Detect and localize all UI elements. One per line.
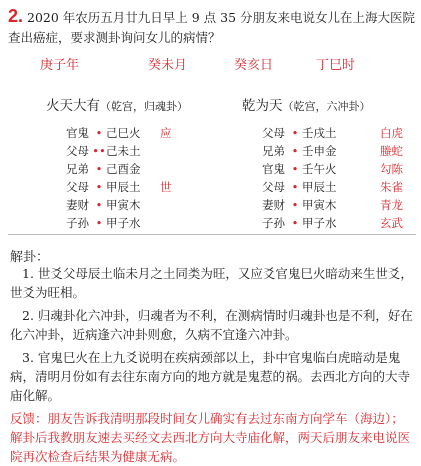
- left-hexagram-title: 火天大有: [46, 98, 100, 114]
- right-line: [262, 142, 412, 160]
- left-line: [66, 142, 206, 160]
- line-relation: 父母: [262, 126, 285, 140]
- left-line: [66, 160, 206, 178]
- interpretation-paragraph-2: 2. 归魂卦化六冲卦，归魂者为不利，在测病情时归魂卦也是不利，好在化六冲卦，近病逢六冲卦则愈，久病不宜逢六冲卦。: [10, 308, 413, 342]
- line-branch: 甲子水: [302, 216, 337, 230]
- left-line: [66, 124, 206, 142]
- line-branch: 壬申金: [302, 144, 337, 158]
- yao-marker: •: [95, 216, 103, 230]
- line-branch: 甲辰土: [106, 180, 141, 194]
- six-beast: 青龙: [380, 198, 403, 212]
- left-hexagram-name: [46, 94, 188, 114]
- line-relation: 父母: [66, 180, 89, 194]
- yao-marker: •: [291, 144, 299, 158]
- left-line: [66, 178, 206, 196]
- interpretation-title: 解卦：: [10, 250, 50, 265]
- right-line: [262, 124, 412, 142]
- six-beast: 朱雀: [380, 180, 403, 194]
- yao-marker: •: [95, 126, 103, 140]
- yao-marker: •: [95, 162, 103, 176]
- line-branch: 甲寅木: [106, 198, 141, 212]
- line-relation: 妻财: [262, 198, 285, 212]
- right-hexagram-sub: （乾宫，六冲卦）: [282, 100, 371, 113]
- left-hexagram-lines: [66, 124, 206, 232]
- question-number: 2.: [8, 6, 24, 26]
- four-pillars: [0, 54, 421, 74]
- line-branch: 己巳火: [106, 126, 141, 140]
- line-relation: 子孙: [66, 216, 89, 230]
- yao-marker: •: [95, 198, 103, 212]
- right-line: [262, 160, 412, 178]
- yao-marker: •: [291, 180, 299, 194]
- left-hexagram-sub: （乾宫，归魂卦）: [100, 100, 188, 113]
- right-line: [262, 214, 412, 232]
- line-relation: 妻财: [66, 198, 89, 212]
- pillar-day: 癸亥日: [234, 58, 274, 73]
- line-branch: 甲子水: [106, 216, 141, 230]
- line-branch: 壬午火: [302, 162, 337, 176]
- six-beast: 白虎: [380, 126, 403, 140]
- interpretation-paragraph-1: 1. 世爻父母辰土临未月之土同类为旺，又应爻官鬼巳火暗动来生世爻，世爻为旺相。: [10, 266, 413, 300]
- line-relation: 父母: [66, 144, 89, 158]
- line-relation: 兄弟: [66, 162, 89, 176]
- pillar-hour: 丁巳时: [316, 58, 356, 73]
- right-line: [262, 196, 412, 214]
- yao-marker: •: [291, 216, 299, 230]
- pillar-year: 庚子年: [40, 58, 80, 73]
- right-hexagram-title: 乾为天: [242, 98, 283, 114]
- interpretation-paragraph-3: 3. 官鬼巳火在上九爻说明在疾病颈部以上，卦中官鬼临白虎暗动是鬼病，清明月份如有去往东南方向的地方就是鬼惹的祸。去西北方向的大寺庙化解。: [10, 350, 411, 403]
- line-branch: 壬戌土: [302, 126, 337, 140]
- six-beast: 玄武: [380, 216, 403, 230]
- six-beast: 勾陈: [380, 162, 403, 176]
- shi-mark: 世: [160, 180, 172, 194]
- question: [8, 6, 416, 48]
- line-relation: 子孙: [262, 216, 285, 230]
- divider: [8, 234, 416, 235]
- line-branch: 己酉金: [106, 162, 141, 176]
- left-line: [66, 196, 206, 214]
- line-branch: 甲辰土: [302, 180, 337, 194]
- yao-marker: •: [291, 126, 299, 140]
- feedback-paragraph: 反馈：朋友告诉我清明那段时间女儿确实有去过东南方向学车（海边）；解卦后我教朋友速去买经文去西北方向大寺庙化解，两天后朋友来电说医院再次检查后结果为健康无病。: [10, 411, 411, 464]
- line-branch: 己未土: [106, 144, 141, 158]
- yao-marker: •: [291, 198, 299, 212]
- interpretation-body: [10, 264, 416, 466]
- yao-marker: •: [95, 180, 103, 194]
- right-line: [262, 178, 412, 196]
- yao-marker: ••: [92, 144, 106, 158]
- six-beast: 螣蛇: [380, 144, 403, 158]
- line-relation: 兄弟: [262, 144, 285, 158]
- line-branch: 甲寅木: [302, 198, 337, 212]
- pillar-month: 癸未月: [148, 58, 188, 73]
- line-relation: 父母: [262, 180, 285, 194]
- ying-mark: 应: [160, 126, 172, 140]
- right-hexagram-lines: [262, 124, 412, 232]
- yao-marker: •: [291, 162, 299, 176]
- question-text: 2020 年农历五月廿九日早上 9 点 35 分朋友来电说女儿在上海大医院查出癌症，要求测卦询问女儿的病情？: [8, 10, 416, 45]
- left-line: [66, 214, 206, 232]
- line-relation: 官鬼: [66, 126, 89, 140]
- line-relation: 官鬼: [262, 162, 285, 176]
- right-hexagram-name: [242, 94, 371, 114]
